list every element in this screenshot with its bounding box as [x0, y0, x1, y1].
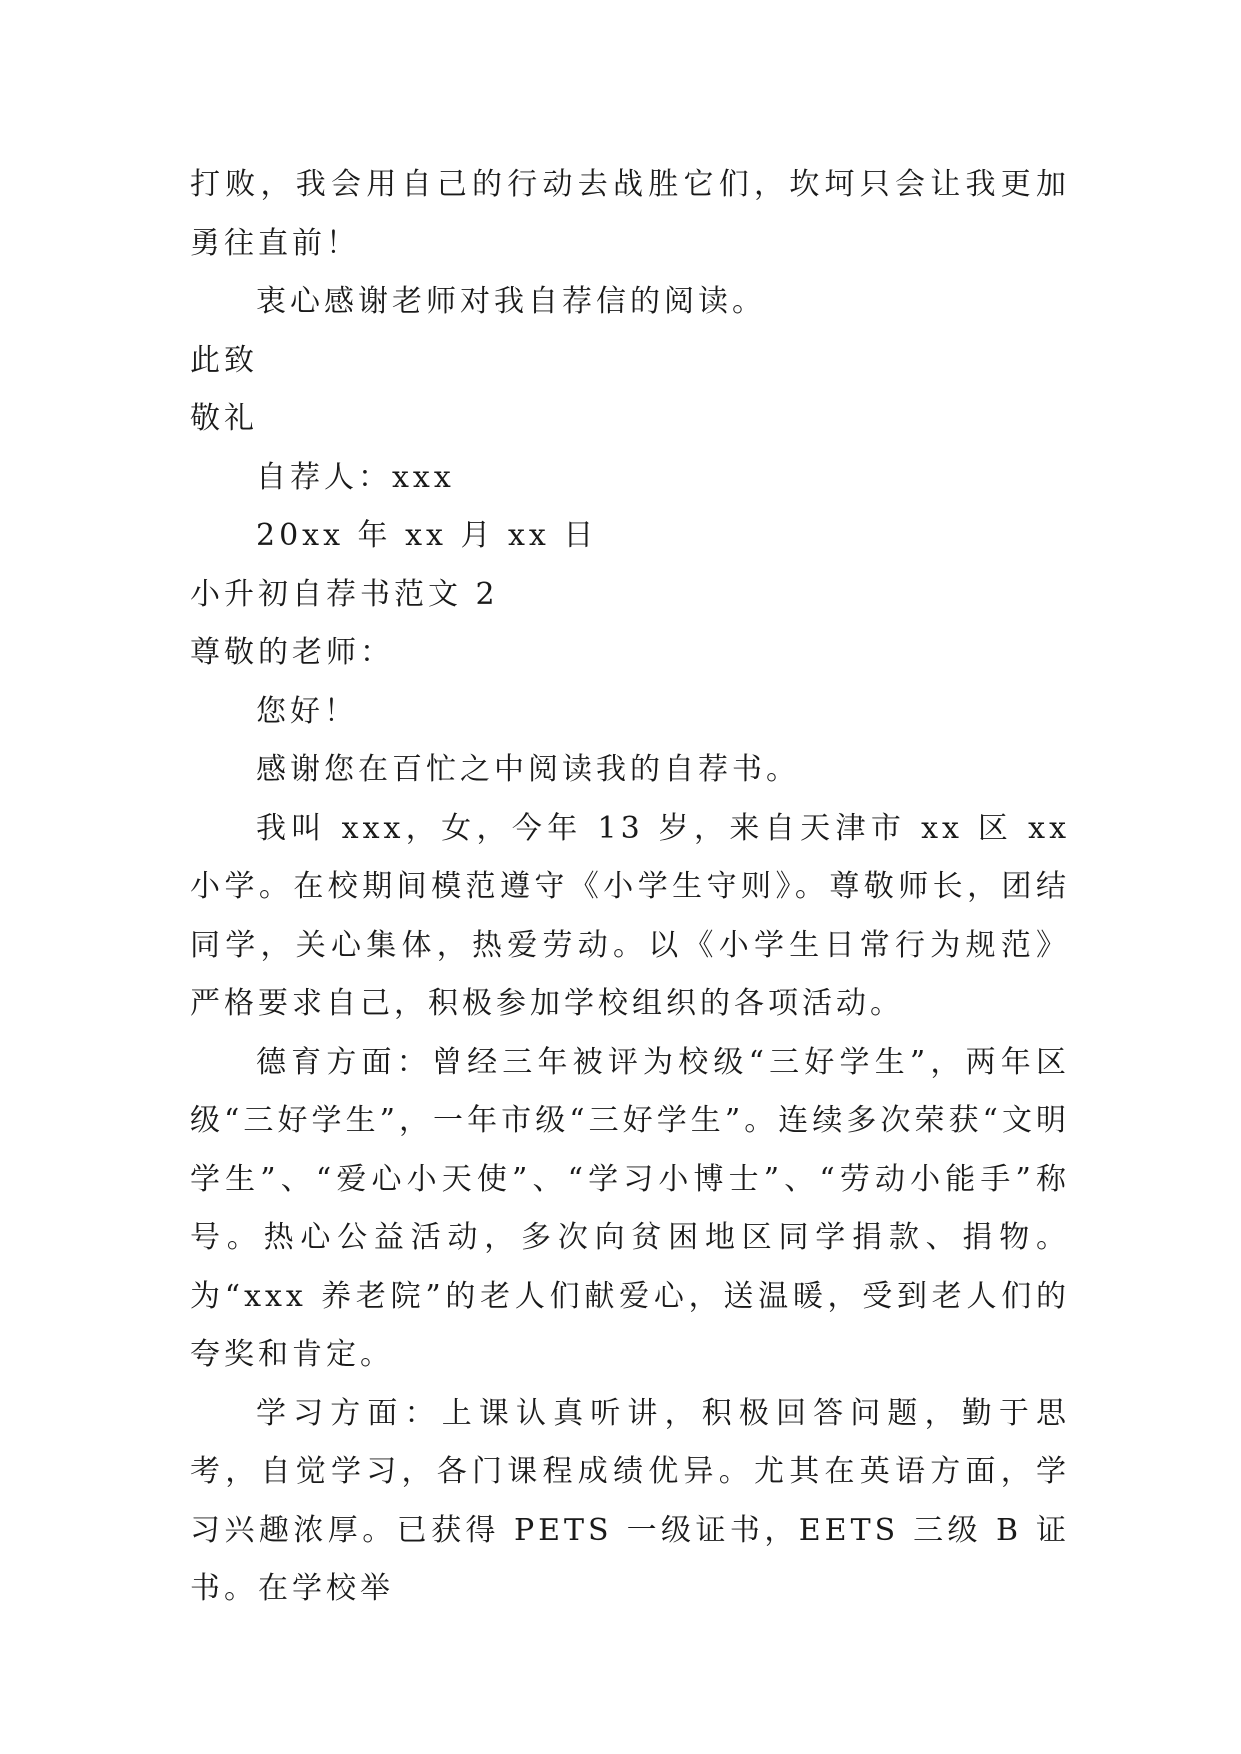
- paragraph-self-intro: 我叫 xxx，女，今年 13 岁，来自天津市 xx 区 xx 小学。在校期间模范遵守《小学生守则》。尊敬师长，团结同学，关心集体，热爱劳动。以《小学生日常行为规范》严格要求自己，积极参加学校组织的各项活动。: [190, 810, 1070, 1021]
- paragraph-study: 学习方面：上课认真听讲，积极回答问题，勤于思考，自觉学习，各门课程成绩优异。尤其在英语方面，学习兴趣浓厚。已获得 PETS 一级证书，EETS 三级 B 证书。在学校举: [190, 1395, 1070, 1606]
- paragraph-continuation: 打败，我会用自己的行动去战胜它们，坎坷只会让我更加勇往直前！: [190, 167, 1070, 261]
- paragraph-intro-thanks: 感谢您在百忙之中阅读我的自荐书。: [256, 752, 800, 787]
- signature-name: 自荐人：xxx: [256, 459, 455, 495]
- signature-date: 20xx 年 xx 月 xx 日: [256, 518, 598, 553]
- closing-regards: 敬礼: [190, 401, 258, 436]
- document-body: [190, 156, 1070, 1619]
- section-title: 小升初自荐书范文 2: [190, 576, 499, 612]
- closing-salutation: 此致: [190, 342, 258, 378]
- greeting: 尊敬的老师：: [190, 635, 394, 670]
- paragraph-moral: 德育方面：曾经三年被评为校级“三好学生”，两年区级“三好学生”，一年市级“三好学生”。连续多次荣获“文明学生”、“爱心小天使”、“学习小博士”、“劳动小能手”称号。热心公益活动，多次向贫困地区同学捐款、捐物。为“xxx 养老院”的老人们献爱心，送温暖，受到老人们的夸奖和肯定。: [190, 1044, 1070, 1372]
- paragraph-thanks: 衷心感谢老师对我自荐信的阅读。: [256, 284, 766, 319]
- greeting-hello: 您好！: [256, 693, 358, 729]
